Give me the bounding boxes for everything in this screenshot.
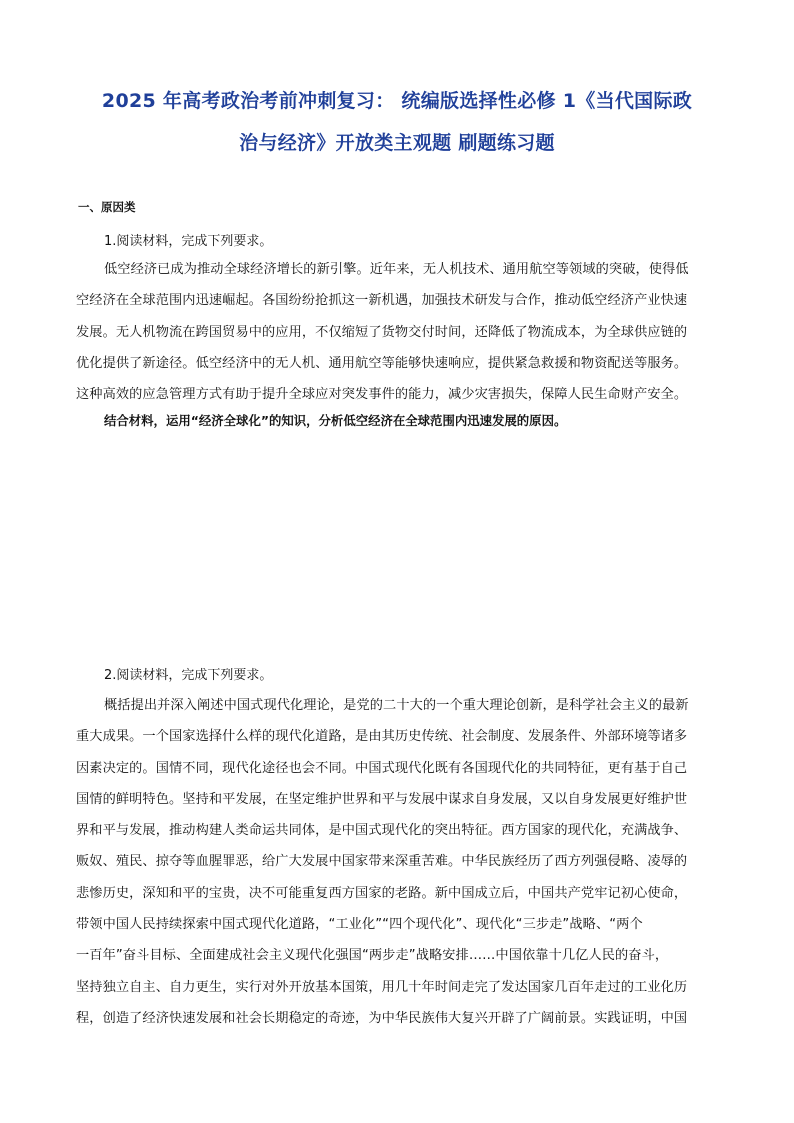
paragraph-line: 贩奴、殖民、掠夺等血腥罪恶，给广大发展中国家带来深重苦难。中华民族经历了西方列强侵略、凌辱的 [76,854,688,870]
paragraph-line: 悲惨历史，深知和平的宝贵，决不可能重复西方国家的老路。新中国成立后，中国共产党牢记初心使命， [76,885,688,901]
paragraph-line: 发展。无人机物流在跨国贸易中的应用，不仅缩短了货物交付时间，还降低了物流成本，为全球供应链的 [76,324,688,340]
paragraph-line: 空经济在全球范围内迅速崛起。各国纷纷抢抓这一新机遇，加强技术研发与合作，推动低空经济产业快速 [76,293,688,309]
paragraph-line: 一百年”奋斗目标、全面建成社会主义现代化强国“两步走”战略安排……中国依靠十几亿人民的奋斗， [76,948,669,964]
paragraph-line: 重大成果。一个国家选择什么样的现代化道路，是由其历史传统、社会制度、发展条件、外部环境等诸多 [76,729,688,745]
title-line-2: 治与经济》开放类主观题 刷题练习题 [239,132,555,154]
question-1-material [76,254,718,410]
question-1-prompt: 1.阅读材料，完成下列要求。 [104,234,273,249]
title-line-1: 2025 年高考政治考前冲刺复习： 统编版选择性必修 1《当代国际政 [101,90,693,112]
paragraph-line: 这种高效的应急管理方式有助于提升全球应对突发事件的能力，减少灾害损失，保障人民生命财产安全。 [76,387,688,403]
paragraph-line: 界和平与发展，推动构建人类命运共同体，是中国式现代化的突出特征。西方国家的现代化，充满战争、 [76,823,688,839]
question-2-prompt: 2.阅读材料，完成下列要求。 [104,668,273,683]
paragraph-line: 坚持独立自主、自力更生，实行对外开放基本国策，用几十年时间走完了发达国家几百年走过的工业化历 [76,979,688,995]
paragraph-line: 带领中国人民持续探索中国式现代化道路，“工业化”“四个现代化”、现代化“三步走”战略、“两个 [76,917,643,933]
question-2-material [76,690,718,1034]
paragraph-line: 概括提出并深入阐述中国式现代化理论，是党的二十大的一个重大理论创新，是科学社会主义的最新 [104,698,689,713]
paragraph-line: 优化提供了新途径。低空经济中的无人机、通用航空等能够快速响应，提供紧急救援和物资配送等服务。 [76,355,688,371]
paragraph-line: 低空经济已成为推动全球经济增长的新引擎。近年来，无人机技术、通用航空等领域的突破，使得低 [104,262,689,277]
question-1-requirement: 结合材料，运用“经济全球化”的知识，分析低空经济在全球范围内迅速发展的原因。 [104,413,567,428]
paragraph-line: 程，创造了经济快速发展和社会长期稳定的奇迹，为中华民族伟大复兴开辟了广阔前景。实践证明，中国 [76,1010,688,1026]
paragraph-line: 因素决定的。国情不同，现代化途径也会不同。中国式现代化既有各国现代化的共同特征，更有基于自己 [76,760,688,776]
section-heading: 一、原因类 [78,200,136,214]
document-title [60,80,734,164]
paragraph-line: 国情的鲜明特色。坚持和平发展，在坚定维护世界和平与发展中谋求自身发展，又以自身发展更好维护世 [76,791,688,807]
